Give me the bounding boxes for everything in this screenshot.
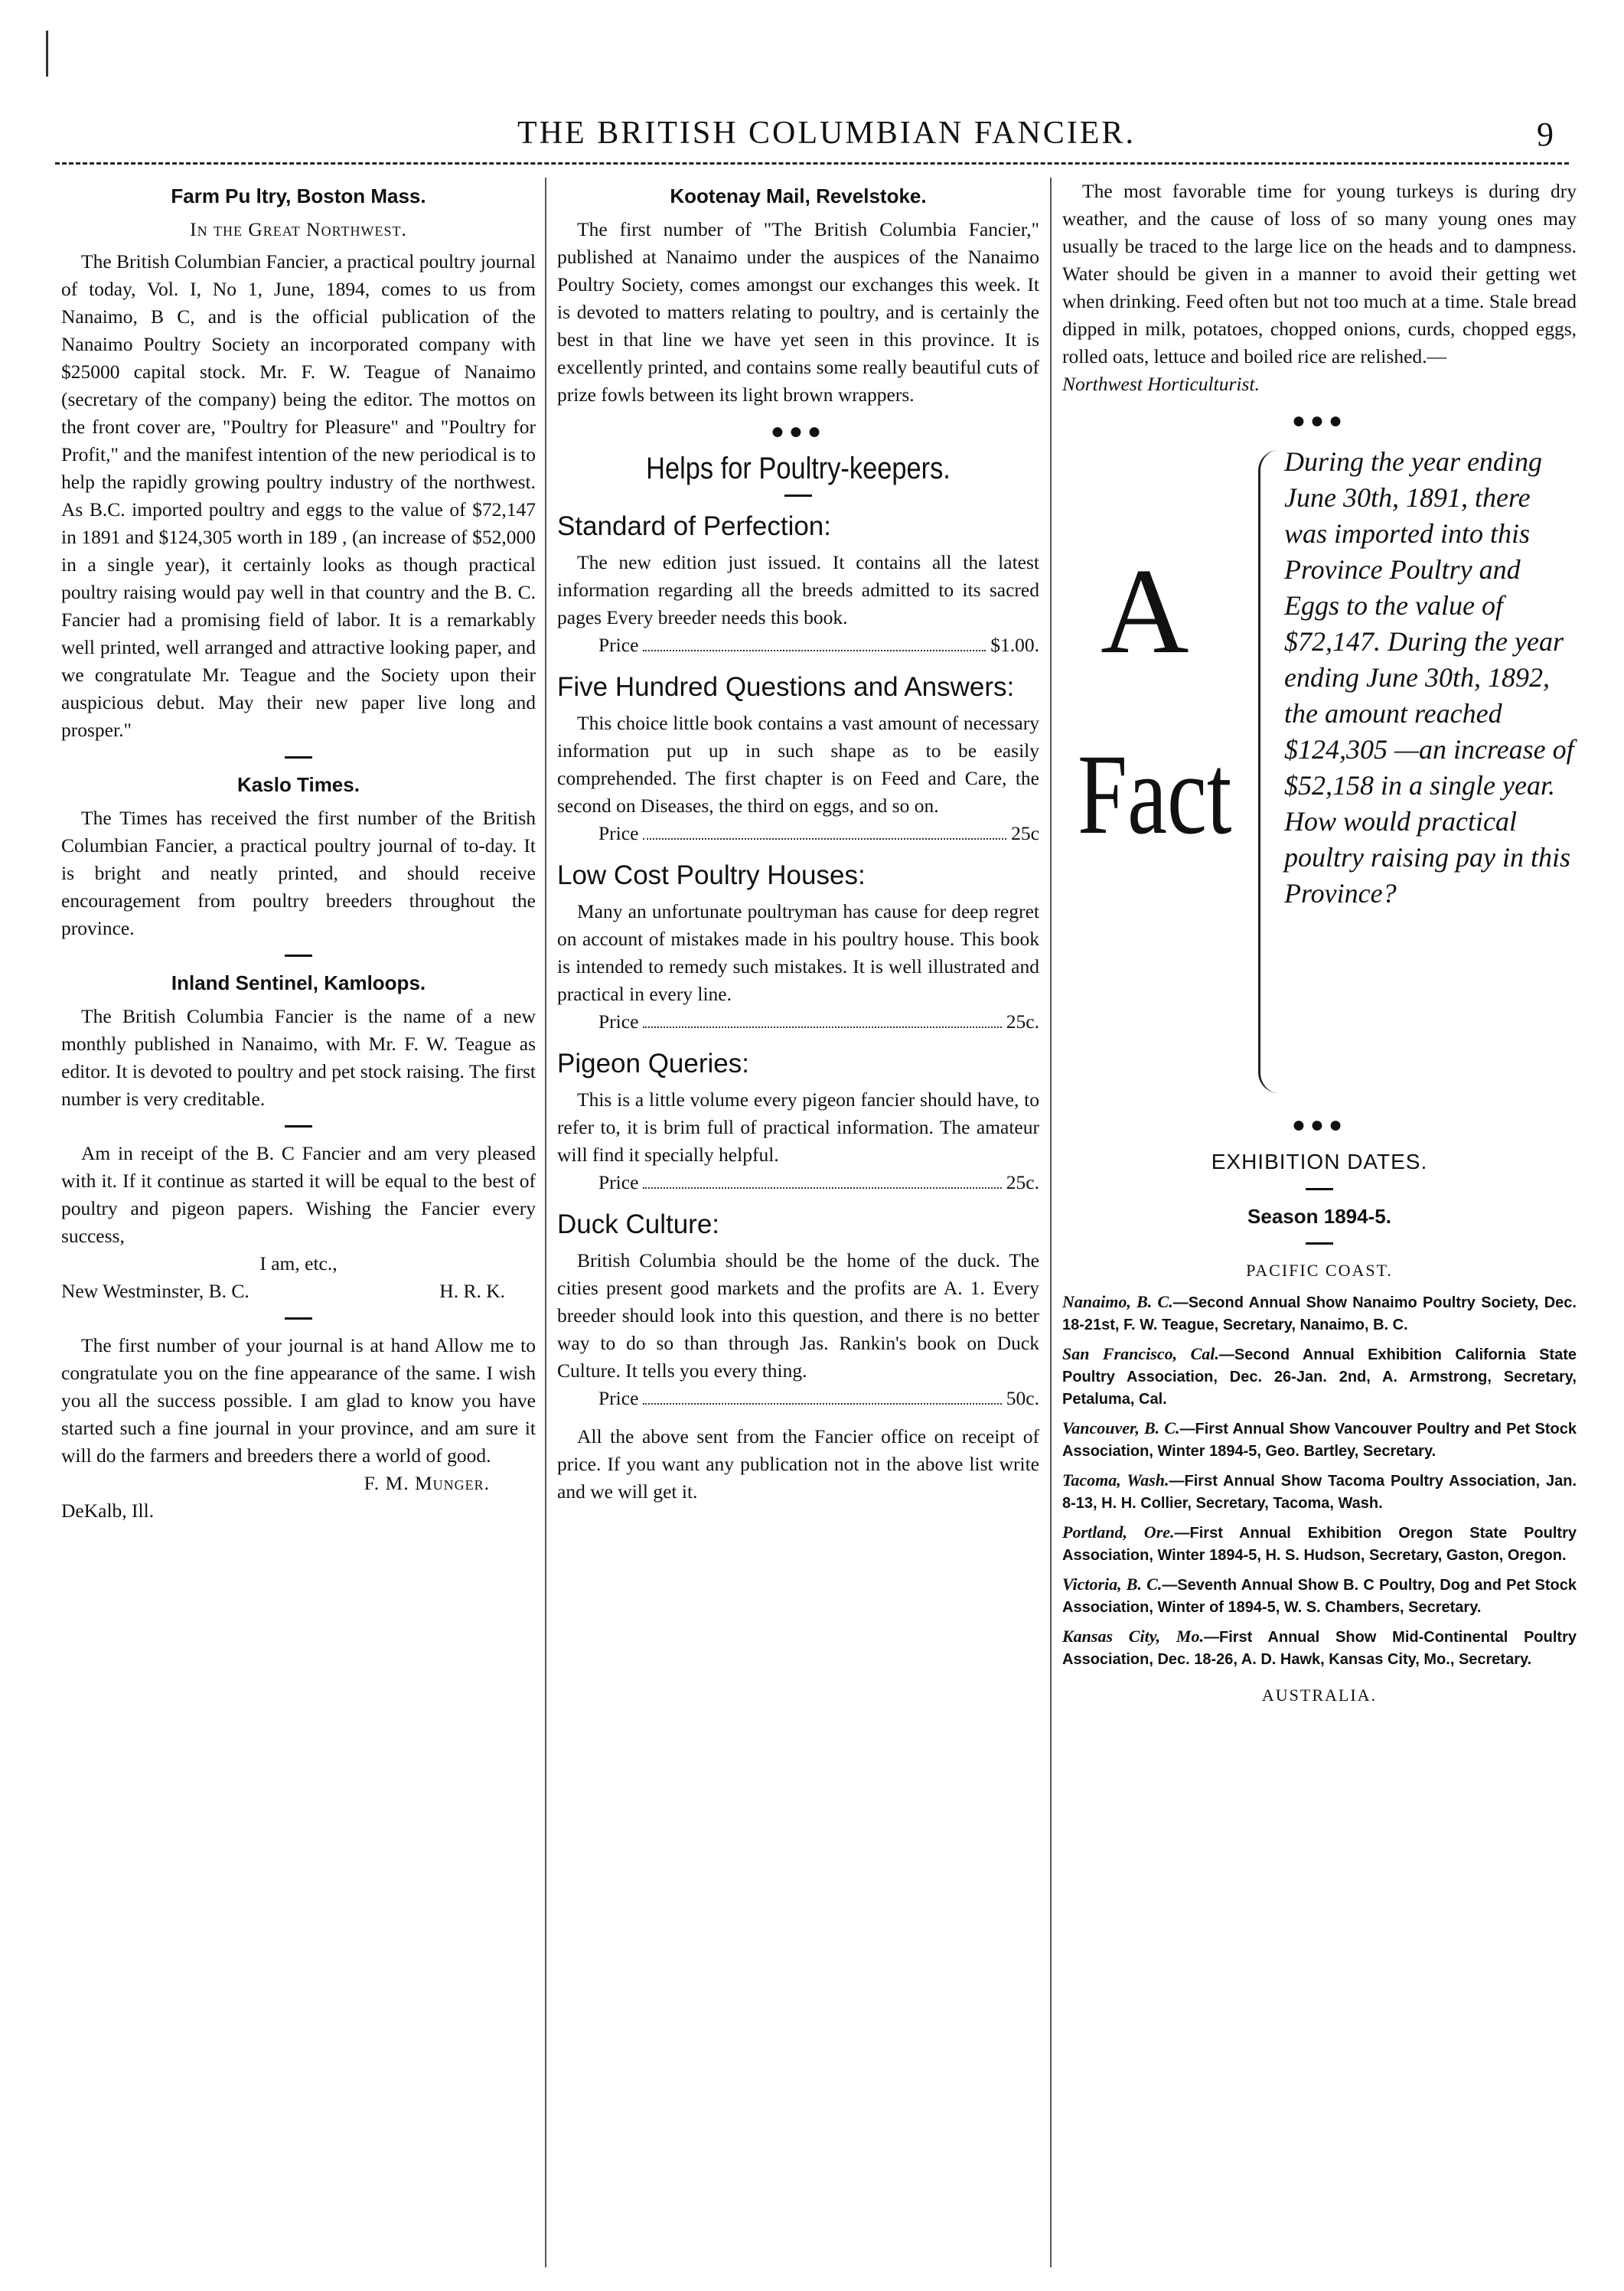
book-entry — [557, 509, 1039, 659]
price-label: Price — [598, 1010, 639, 1033]
letter-place: New Westminster, B. C. — [61, 1280, 249, 1302]
show-details: —Second Annual Show Nanaimo Poultry Society, Dec. 18-21st, F. W. Teague, Secretary, Nanaimo, B. C. — [1062, 1294, 1577, 1333]
region: AUSTRALIA. — [1261, 1686, 1378, 1705]
source-body: The Times has received the first number of the British Columbian Fancier, a practical poultry journal of to-day. It is bright and neatly printed, and should receive encouragement from poultry breeders throughout the province. — [61, 807, 536, 939]
book-body: British Columbia should be the home of the duck. The cities present good markets and the profits are A. 1. Every breeder should look into this question, and there is no better way to do so than through Jas. Rankin's book on Duck Culture. It tells you every thing. — [557, 1249, 1039, 1382]
closing-note: All the above sent from the Fancier office on receipt of price. If you want any publication not in the above list write and we will get it. — [557, 1425, 1039, 1503]
source-title: Inland Sentinel, Kamloops. — [171, 971, 426, 994]
leader-dots — [643, 1008, 1001, 1028]
price-line — [557, 631, 1039, 659]
brace — [1258, 450, 1279, 1093]
turkey-note: The most favorable time for young turkeys is during dry weather, and the cause of loss of so many young ones may usually be traced to the large lice on the heads and to dampness. Water should be given in a manner to avoid their getting wet when drinking. Feed often but not too much at a time. Stale bread dipped in milk, potatoes, chopped onions, curds, chopped eggs, rolled oats, lettuce and boiled rice are relished.— — [1062, 180, 1577, 367]
short-rule — [285, 756, 312, 759]
exhibition-title: EXHIBITION DATES. — [1211, 1150, 1428, 1173]
source-body: The British Columbia Fancier is the name of a new monthly published in Nanaimo, with Mr. F. W. Teague as editor. It is devoted to poultry and pet stock raising. The first number is very creditable. — [61, 1005, 536, 1110]
short-rule — [784, 494, 812, 497]
show-entry — [1062, 1291, 1577, 1336]
show-entry — [1062, 1573, 1577, 1619]
price-label: Price — [598, 634, 639, 656]
book-body: The new edition just issued. It contains all the latest information regarding all the breeds admitted to its sacred pages Every breeder needs this book. — [557, 551, 1039, 628]
short-rule — [1306, 1242, 1333, 1245]
season: Season 1894-5. — [1247, 1205, 1391, 1228]
show-place: Nanaimo, B. C. — [1062, 1292, 1173, 1311]
leader-dots — [643, 631, 986, 651]
source-title: Farm Pu ltry, Boston Mass. — [171, 184, 426, 207]
column-1 — [61, 178, 536, 1525]
price-line — [557, 820, 1039, 847]
book-body: Many an unfortunate poultryman has cause for deep regret on account of mistakes made in his poultry house. This book is intended to remedy such mistakes. It is well illustrated and practical in every line. — [557, 900, 1039, 1005]
fact-big-a: A — [1101, 543, 1189, 679]
fact-big-word: Fact — [1078, 731, 1232, 858]
price-value: $1.00. — [990, 634, 1039, 656]
price-value: 25c. — [1006, 1010, 1039, 1033]
show-entry — [1062, 1521, 1577, 1567]
book-title: Standard of Perfection: — [557, 511, 831, 541]
show-place: Portland, Ore. — [1062, 1522, 1175, 1542]
letter-body: Am in receipt of the B. C Fancier and am very pleased with it. If it continue as started it will be equal to the best of poultry and pigeon papers. Wishing the Fancier every success, — [61, 1142, 536, 1247]
letter-place: DeKalb, Ill. — [61, 1500, 155, 1522]
show-details: —First Annual Exhibition Oregon State Poultry Association, Winter 1894-5, H. S. Hudson, Secretary, Gaston, Oregon. — [1062, 1525, 1577, 1564]
column-rule-2 — [1050, 178, 1052, 2267]
column-rule-1 — [545, 178, 546, 2267]
book-title: Pigeon Queries: — [557, 1049, 749, 1079]
price-value: 25c. — [1006, 1171, 1039, 1193]
turkey-source: Northwest Horticulturist. — [1062, 373, 1260, 395]
fact-box — [1062, 444, 1577, 1102]
show-details: —First Annual Show Vancouver Poultry and Pet Stock Association, Winter 1894-5, Geo. Bartley, Secretary. — [1062, 1421, 1577, 1460]
show-place: San Francisco, Cal. — [1062, 1344, 1219, 1363]
price-line — [557, 1385, 1039, 1412]
column-3 — [1062, 178, 1577, 1715]
show-details: —First Annual Show Tacoma Poultry Association, Jan. 8-13, H. H. Collier, Secretary, Tacoma, Wash. — [1062, 1473, 1577, 1512]
helps-title: Helps for Poultry-keepers. — [646, 452, 951, 485]
source-body: The British Columbian Fancier, a practical poultry journal of today, Vol. I, No 1, June, 1894, comes to us from Nanaimo, B C, and is the official publication of the Nanaimo Poultry Society an incorporated company with $25000 capital stock. Mr. F. W. Teague of Nanaimo (secretary of the company) being the editor. The mottos on the front cover are, "Poultry for Pleasure" and "Poultry for Profit," and the manifest intention of the new periodical is to help the rapidly growing poultry industry of the northwest. As B.C. imported poultry and eggs to the value of $72,147 in 1891 and $124,305 worth in 189 , (an increase of $52,000 in a single year), it certainly looks as though practical poultry raising would pay well in that country and the B. C. Fancier had a promising field of labor. It is a remarkably well printed, well arranged and attractive looking paper, and we congratulate Mr. Teague and the Society upon their auspicious debut. May their new paper live long and prosper." — [61, 250, 536, 741]
leader-dots — [643, 1169, 1001, 1189]
source-title: Kaslo Times. — [237, 773, 360, 796]
letter-signature-line — [61, 1278, 536, 1305]
letter-initials: H. R. K. — [439, 1280, 505, 1302]
book-title: Five Hundred Questions and Answers: — [557, 672, 1015, 702]
short-rule — [1306, 1188, 1333, 1190]
show-details: —Second Annual Exhibition California State Poultry Association, Dec. 26-Jan. 2nd, A. Armstrong, Secretary, Petaluma, Cal. — [1062, 1346, 1577, 1408]
show-entry — [1062, 1625, 1577, 1671]
letter-signature: F. M. Munger. — [364, 1472, 490, 1494]
show-entry — [1062, 1469, 1577, 1515]
fact-text: During the year ending June 30th, 1891, there was imported into this Province Poultry and Eggs to the value of $72,147. During the year ending June 30th, 1892, the amount reached $124,305 —an increase of $52,158 in a single year. How would practical poultry raising pay in this Province? — [1284, 446, 1574, 909]
show-details: —Seventh Annual Show B. C Poultry, Dog and Pet Stock Association, Winter of 1894-5, W. S. Chambers, Secretary. — [1062, 1577, 1577, 1616]
book-body: This choice little book contains a vast amount of necessary information put up in such shape as to be easily comprehended. The first chapter is on Feed and Care, the second on Diseases, the third on eggs, and so on. — [557, 712, 1039, 817]
column-2 — [557, 178, 1039, 1506]
ornament: ●●● — [1291, 408, 1348, 433]
leader-dots — [643, 1385, 1001, 1405]
ornament: ●●● — [1291, 1112, 1348, 1137]
source-title: Kootenay Mail, Revelstoke. — [670, 184, 927, 207]
price-value: 25c — [1011, 822, 1039, 844]
show-entry — [1062, 1343, 1577, 1411]
source-body: The first number of "The British Columbia Fancier," published at Nanaimo under the auspices of the Nanaimo Poultry Society, comes amongst our exchanges this week. It is devoted to matters relating to poultry, and is certainly the best in that line we have yet seen in this province. It is excellently printed, and contains some really beautiful cuts of prize fowls between its light brown wrappers. — [557, 218, 1039, 406]
book-title: Low Cost Poultry Houses: — [557, 860, 866, 890]
ornament: ●●● — [770, 419, 827, 444]
short-rule — [285, 1317, 312, 1320]
running-head: THE BRITISH COLUMBIAN FANCIER. — [517, 116, 1136, 151]
short-rule — [285, 955, 312, 957]
region: PACIFIC COAST. — [1246, 1261, 1393, 1280]
book-entry — [557, 858, 1039, 1036]
short-rule — [285, 1125, 312, 1128]
letter-body: The first number of your journal is at hand Allow me to congratulate you on the fine appearance of the same. I wish you all the success possible. I am glad to know you have started such a fine journal in your province, and am sure it will do the farmers and breeders there a world of good. — [61, 1334, 536, 1467]
header-rule — [55, 162, 1569, 165]
price-label: Price — [598, 1171, 639, 1193]
price-line — [557, 1008, 1039, 1036]
margin-mark — [46, 31, 51, 77]
show-place: Vancouver, B. C. — [1062, 1418, 1180, 1438]
price-label: Price — [598, 1387, 639, 1409]
price-value: 50c. — [1006, 1387, 1039, 1409]
page-number: 9 — [1537, 116, 1554, 153]
letter-closing: I am, etc., — [259, 1252, 338, 1274]
show-place: Kansas City, Mo. — [1062, 1627, 1204, 1646]
book-entry — [557, 1046, 1039, 1196]
show-place: Victoria, B. C. — [1062, 1575, 1163, 1594]
show-entry — [1062, 1417, 1577, 1463]
leader-dots — [643, 820, 1006, 840]
book-title: Duck Culture: — [557, 1209, 720, 1239]
price-label: Price — [598, 822, 639, 844]
book-body: This is a little volume every pigeon fancier should have, to refer to, it is brim full of practical information. The amateur will find it specially helpful. — [557, 1088, 1039, 1166]
show-details: —First Annual Show Mid-Continental Poultry Association, Dec. 18-26, A. D. Hawk, Kansas City, Mo., Secretary. — [1062, 1629, 1577, 1668]
book-entry — [557, 670, 1039, 847]
price-line — [557, 1169, 1039, 1196]
source-subtitle: In the Great Northwest. — [190, 218, 407, 240]
book-entry — [557, 1207, 1039, 1412]
show-place: Tacoma, Wash. — [1062, 1470, 1169, 1490]
